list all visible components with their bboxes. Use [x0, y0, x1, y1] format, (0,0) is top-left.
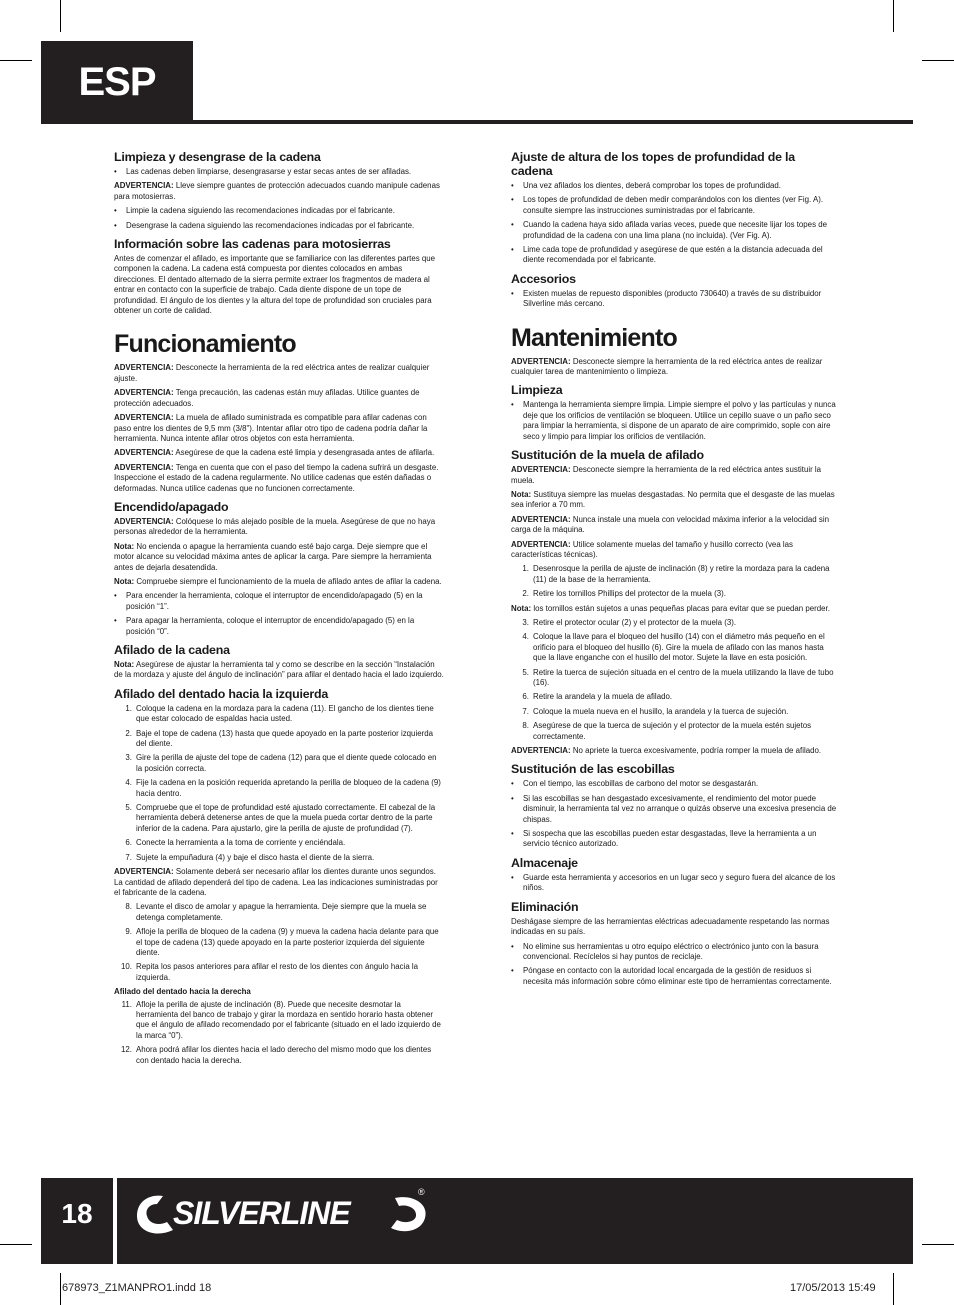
- section-heading: Sustitución de las escobillas: [511, 762, 675, 777]
- warning-paragraph: [114, 867, 444, 898]
- warning-paragraph: [511, 746, 838, 756]
- warning-label: ADVERTENCIA:: [511, 465, 571, 475]
- warning-paragraph: [511, 357, 838, 378]
- step-number: 7.: [522, 706, 529, 716]
- list-item: [511, 707, 838, 717]
- registered-mark: ®: [418, 1187, 425, 1197]
- warning-label: ADVERTENCIA:: [511, 356, 571, 366]
- warning-text: Colóquese lo más alejado posible de la muela. Asegúrese de que no haya personas alrededor de la herramienta.: [114, 516, 436, 537]
- warning-paragraph: [114, 463, 444, 494]
- section-heading: Afilado de la cadena: [114, 643, 230, 657]
- paragraph: Deshágase siempre de las herramientas eléctricas adecuadamente respetando las normas indicadas en su país.: [511, 916, 830, 937]
- warning-text: Asegúrese de que la cadena esté limpia y desengrasada antes de afilarla.: [175, 448, 435, 458]
- note-label: Nota:: [511, 489, 532, 499]
- step-number: 6.: [522, 692, 529, 702]
- step-text: Asegúrese de que la tuerca de sujeción y el protector de la muela estén sujetos correctamente.: [533, 721, 812, 741]
- step-number: 9.: [125, 927, 132, 937]
- logo-text: SILVERLINE: [173, 1195, 350, 1231]
- warning-label: ADVERTENCIA:: [511, 539, 571, 549]
- logo-left-hook: [137, 1196, 173, 1234]
- list-item: [511, 668, 838, 689]
- step-text: Desenrosque la perilla de ajuste de inclinación (8) y retire la mordaza para la cadena (11) de la base de la herramienta.: [533, 564, 830, 584]
- list-item: • Si sospecha que las escobillas pueden estar desgastadas, lleve la herramienta a un servicio técnico autorizado.: [511, 829, 838, 850]
- warning-text: Tenga precaución, las cadenas están muy afiladas. Utilice guantes de protección adecuados.: [114, 388, 420, 408]
- bullet-list: [114, 206, 444, 231]
- crop-mark: [922, 60, 954, 61]
- list-item: • Póngase en contacto con la autoridad local encargada de la gestión de residuos si necesita más información sobre cómo eliminar este tipo de herramientas correctamente.: [511, 966, 838, 987]
- step-text: Baje el tope de cadena (13) hasta que quede apoyado en la parte posterior izquierda del diente.: [136, 728, 433, 749]
- chapter-title: Mantenimiento: [511, 323, 677, 352]
- list-item: [114, 729, 444, 750]
- section-heading: Accesorios: [511, 271, 576, 286]
- list-item: [114, 962, 444, 983]
- numbered-list: [114, 1000, 444, 1066]
- bullet-list: [114, 591, 444, 637]
- warning-paragraph: [114, 517, 444, 538]
- crop-mark: [0, 60, 32, 61]
- footer-divider: [113, 1178, 117, 1264]
- step-number: 11.: [121, 999, 132, 1009]
- note-label: Nota:: [511, 603, 532, 613]
- list-item: [511, 564, 838, 585]
- warning-paragraph: [114, 388, 444, 409]
- silverline-logo: [133, 1186, 433, 1238]
- note-paragraph: [114, 660, 444, 681]
- crop-mark: [60, 1273, 61, 1305]
- language-tab: ESP: [41, 41, 193, 124]
- list-item: • No elimine sus herramientas u otro equipo eléctrico o electrónico junto con la basura convencional. Recíclelos si hay puntos de reciclaje.: [511, 942, 838, 963]
- list-item: • Las cadenas deben limpiarse, desengrasarse y estar secas antes de ser afiladas.: [114, 167, 444, 177]
- step-number: 7.: [125, 852, 132, 862]
- note-text: Asegúrese de ajustar la herramienta tal y como se describe en la sección “Instalación de la mordaza y ajuste del ángulo de inclinación” para afilar el dentado hacia el lado izquierdo.: [114, 660, 444, 680]
- crop-mark: [922, 1244, 954, 1245]
- list-item: [114, 753, 444, 774]
- list-item: [114, 1045, 444, 1066]
- step-text: Ahora podrá afilar los dientes hacia el lado derecho del mismo modo que los dientes con dentado hacia la derecha.: [136, 1045, 432, 1065]
- list-item: [511, 618, 838, 628]
- list-item: • Lime cada tope de profundidad y asegúrese de que estén a la distancia adecuada del diente recomendada por el fabricante.: [511, 245, 838, 266]
- step-number: 6.: [125, 838, 132, 848]
- step-number: 8.: [522, 721, 529, 731]
- note-label: Nota:: [114, 576, 135, 586]
- step-text: Conecte la herramienta a la toma de corriente y enciéndala.: [136, 838, 346, 848]
- note-text: Sustituya siempre las muelas desgastadas. No permita que el desgaste de las muelas sea inferior a 70 mm.: [511, 489, 835, 510]
- numbered-list: [114, 704, 444, 863]
- list-item: • Limpie la cadena siguiendo las recomendaciones indicadas por el fabricante.: [114, 206, 444, 216]
- header-rule: [193, 120, 913, 124]
- warning-label: ADVERTENCIA:: [511, 514, 571, 524]
- list-item: • Existen muelas de repuesto disponibles (producto 730640) a través de su distribuidor Silverline más cercano.: [511, 289, 838, 310]
- warning-paragraph: [114, 363, 444, 384]
- warning-paragraph: [511, 465, 838, 486]
- step-text: Fije la cadena en la posición requerida apretando la perilla de bloqueo de la cadena (9) hacia dentro.: [136, 778, 441, 798]
- paragraph: Antes de comenzar el afilado, es importante que se familiarice con las diferentes partes que componen la cadena. La cadena está compuesta por dientes colocados en ambas direcciones. El dentado alternado de la sierra permite extraer los fragmentos de madera al entrar en contacto con la superficie de trabajo. Cada diente dispone de un tope de profundidad. El ángulo de los dientes y la altura del tope de profundidad son cruciales para obtener un corte de calidad.: [114, 254, 436, 316]
- warning-paragraph: [114, 181, 444, 202]
- chapter-title: Funcionamiento: [114, 330, 296, 359]
- crop-mark: [0, 1244, 32, 1245]
- list-item: [511, 721, 838, 742]
- list-item: • Los topes de profundidad de deben medir comparándolos con los dientes (ver Fig. A). consulte siempre las instrucciones suministradas por el fabricante.: [511, 195, 838, 216]
- section-heading: Limpieza: [511, 383, 563, 398]
- warning-text: Desconecte siempre la herramienta de la red eléctrica antes sustituir la muela.: [511, 465, 822, 485]
- warning-text: No apriete la tuerca excesivamente, podría romper la muela de afilado.: [572, 746, 822, 756]
- warning-label: ADVERTENCIA:: [114, 516, 174, 526]
- step-number: 8.: [125, 902, 132, 912]
- section-heading: Información sobre las cadenas para motosierras: [114, 237, 391, 252]
- warning-label: ADVERTENCIA:: [114, 867, 174, 877]
- section-heading: Sustitución de la muela de afilado: [511, 448, 704, 463]
- crop-mark: [893, 0, 894, 32]
- step-number: 3.: [522, 617, 529, 627]
- list-item: [511, 589, 838, 599]
- step-text: Gire la perilla de ajuste del tope de cadena (12) para que el diente quede colocado en la posición correcta.: [136, 753, 437, 773]
- step-number: 5.: [125, 803, 132, 813]
- subheading: Afilado del dentado hacia la derecha: [114, 987, 251, 997]
- list-item: [114, 778, 444, 799]
- step-number: 2.: [522, 589, 529, 599]
- step-text: Compruebe que el tope de profundidad esté ajustado correctamente. El cabezal de la herramienta deberá detenerse antes de que la muela pueda cortar dentro de la parte inferior de la cadena. Para ajustarlo, gire la perilla de ajuste de profundidad (7).: [136, 803, 436, 833]
- page-number: 18: [61, 1198, 93, 1229]
- section-heading: Limpieza y desengrase de la cadena: [114, 150, 321, 164]
- note-label: Nota:: [114, 660, 135, 669]
- warning-paragraph: [511, 540, 838, 561]
- list-item: [114, 838, 444, 848]
- step-text: Coloque la llave para el bloqueo del husillo (14) con el diámetro más pequeño en el orificio para el bloqueo del husillo (6). Gire la muela de afilado con las manos hasta que la llave enganche con el husillo del motor. Sujete la llave en esta posición.: [533, 632, 825, 663]
- step-text: Retire los tornillos Phillips del protector de la muela (3).: [533, 589, 726, 599]
- logo-right-hook: [391, 1197, 426, 1231]
- warning-label: ADVERTENCIA:: [114, 413, 174, 423]
- section-heading: Afilado del dentado hacia la izquierda: [114, 686, 329, 701]
- note-label: Nota:: [114, 541, 135, 551]
- section-heading: Encendido/apagado: [114, 499, 229, 514]
- warning-label: ADVERTENCIA:: [114, 462, 174, 472]
- note-text: Compruebe siempre el funcionamiento de la muela de afilado antes de afilar la cadena.: [136, 576, 442, 586]
- numbered-list: [114, 902, 444, 983]
- list-item: [511, 632, 838, 663]
- left-column: [114, 150, 444, 1070]
- list-item: [511, 692, 838, 702]
- step-text: Retire la arandela y la muela de afilado.: [533, 692, 673, 702]
- step-text: Repita los pasos anteriores para afilar el resto de los dientes con ángulo hacia la izquierda.: [136, 962, 419, 982]
- warning-label: ADVERTENCIA:: [114, 448, 174, 458]
- warning-text: Desconecte la herramienta de la red eléctrica antes de realizar cualquier ajuste.: [114, 363, 430, 383]
- note-paragraph: [511, 490, 838, 511]
- warning-text: Desconecte siempre la herramienta de la red eléctrica antes de realizar cualquier tarea de mantenimiento o limpieza.: [511, 356, 823, 377]
- list-item: [114, 803, 444, 834]
- file-slug: 678973_Z1MANPRO1.indd 18: [62, 1282, 212, 1294]
- note-paragraph: [114, 577, 444, 587]
- note-paragraph: [114, 542, 444, 573]
- step-number: 3.: [125, 753, 132, 763]
- section-heading: Almacenaje: [511, 855, 578, 870]
- step-number: 1.: [125, 703, 132, 713]
- list-item: • Desengrase la cadena siguiendo las recomendaciones indicadas por el fabricante.: [114, 221, 444, 231]
- warning-text: Solamente deberá ser necesario afilar los dientes durante unos segundos. La cantidad de afilado dependerá del tipo de cadena. Lea las indicaciones suministradas por el fabricante de la cadena.: [114, 867, 438, 897]
- step-text: Afloje la perilla de ajuste de inclinación (8). Puede que necesite desmotar la herramienta del banco de trabajo y girar la mordaza en sentido horario hasta obtener que el ángulo de afilado recomendado por el fabricante (situado en el lado izquierdo de la marca “0”).: [136, 999, 441, 1040]
- crop-mark: [893, 1273, 894, 1305]
- list-item: • Para apagar la herramienta, coloque el interruptor de encendido/apagado (5) en la posición “0”.: [114, 616, 444, 637]
- bullet-list: [114, 167, 444, 177]
- step-number: 4.: [125, 778, 132, 788]
- right-column: [511, 150, 838, 991]
- warning-text: Utilice solamente muelas del tamaño y husillo correcto (vea las características técnicas).: [511, 539, 793, 559]
- warning-text: Nunca instale una muela con velocidad máxima inferior a la velocidad sin carga de la máquina.: [511, 514, 829, 535]
- warning-label: ADVERTENCIA:: [114, 181, 174, 191]
- step-number: 2.: [125, 728, 132, 738]
- step-number: 5.: [522, 667, 529, 677]
- step-text: Sujete la empuñadura (4) y baje el disco hasta el diente de la sierra.: [136, 852, 375, 862]
- numbered-list: [511, 618, 838, 742]
- list-item: [114, 853, 444, 863]
- section-heading: Ajuste de altura de los topes de profundidad de la cadena: [511, 150, 795, 178]
- date-slug: 17/05/2013 15:49: [790, 1282, 876, 1294]
- step-text: Afloje la perilla de bloqueo de la cadena (9) y mueva la cadena hacia delante para que el tope de cadena (13) quede apoyado en la parte posterior izquierda del siguiente diente.: [136, 927, 439, 957]
- crop-mark: [60, 0, 61, 32]
- warning-paragraph: [114, 448, 444, 458]
- list-item: • Mantenga la herramienta siempre limpia. Limpie siempre el polvo y las partículas y nunca deje que los orificios de ventilación se bloqueen. Utilice un cepillo suave o un paño seco para limpiar la herramienta, si dispone de un aparato de aire comprimido, sople con aire seco y limpio para limpiar los orificios de ventilación.: [511, 400, 838, 442]
- step-number: 10.: [121, 962, 132, 972]
- warning-paragraph: [511, 515, 838, 536]
- step-text: Coloque la cadena en la mordaza para la cadena (11). El gancho de los dientes tiene que estar colocado de espaldas hacia usted.: [136, 703, 434, 724]
- note-text: los tornillos están sujetos a unas pequeñas placas para evitar que se puedan perder.: [533, 603, 830, 613]
- list-item: • Cuando la cadena haya sido afilada varias veces, puede que necesite lijar los topes de profundidad de la cadena con una lima plana (no incluida). (Ver Fig. A).: [511, 220, 838, 241]
- bullet-list: [511, 181, 838, 266]
- step-number: 12.: [121, 1045, 132, 1055]
- note-paragraph: [511, 604, 838, 614]
- step-text: Coloque la muela nueva en el husillo, la arandela y la tuerca de sujeción.: [533, 706, 789, 716]
- list-item: [114, 927, 444, 958]
- list-item: [114, 704, 444, 725]
- list-item: • Si las escobillas se han desgastado excesivamente, el rendimiento del motor puede disminuir, la herramienta tal vez no arranque o quizás observe una excesiva presencia de chispas.: [511, 794, 838, 825]
- warning-label: ADVERTENCIA:: [114, 388, 174, 398]
- list-item: • Con el tiempo, las escobillas de carbono del motor se desgastarán.: [511, 779, 838, 789]
- bullet-list: [511, 873, 838, 894]
- bullet-list: [511, 942, 838, 988]
- bullet-list: [511, 400, 838, 442]
- bullet-list: [511, 779, 838, 849]
- bullet-list: [511, 289, 838, 310]
- list-item: • Para encender la herramienta, coloque el interruptor de encendido/apagado (5) en la posición “1”.: [114, 591, 444, 612]
- step-text: Retire la tuerca de sujeción situada en el centro de la muela utilizando la llave de tubo (16).: [533, 667, 834, 687]
- list-item: • Una vez afilados los dientes, deberá comprobar los topes de profundidad.: [511, 181, 838, 191]
- numbered-list: [511, 564, 838, 599]
- section-heading: Eliminación: [511, 899, 579, 914]
- step-number: 4.: [522, 632, 529, 642]
- warning-label: ADVERTENCIA:: [114, 363, 174, 373]
- list-item: • Guarde esta herramienta y accesorios en un lugar seco y seguro fuera del alcance de los niños.: [511, 873, 838, 894]
- list-item: [114, 902, 444, 923]
- warning-text: Tenga en cuenta que con el paso del tiempo la cadena sufrirá un desgaste. Inspeccione el estado de la cadena regularmente. No utilice cadenas que estén dañadas o deformadas. Nunca utilice cadenas que no funcionen correctamente.: [114, 462, 439, 493]
- step-text: Levante el disco de amolar y apague la herramienta. Deje siempre que la muela se detenga completamente.: [136, 902, 427, 922]
- warning-text: La muela de afilado suministrada es compatible para afilar cadenas con paso entre los dientes de 9,5 mm (3/8"). Intentar afilar otro tipo de cadena podría dañar la herramienta. Nunca intente afilar otros objetos con esta herramienta.: [114, 413, 428, 443]
- step-text: Retire el protector ocular (2) y el protector de la muela (3).: [533, 617, 737, 627]
- warning-label: ADVERTENCIA:: [511, 746, 571, 756]
- list-item: [114, 1000, 444, 1042]
- warning-text: Lleve siempre guantes de protección adecuados cuando manipule cadenas para motosierras.: [114, 181, 440, 201]
- note-text: No encienda o apague la herramienta cuando esté bajo carga. Deje siempre que el motor alcance su velocidad máxima antes de aplicar la carga. Pare siempre la herramienta antes de dejarla desatendida.: [114, 541, 432, 572]
- warning-paragraph: [114, 413, 444, 444]
- step-number: 1.: [522, 564, 529, 574]
